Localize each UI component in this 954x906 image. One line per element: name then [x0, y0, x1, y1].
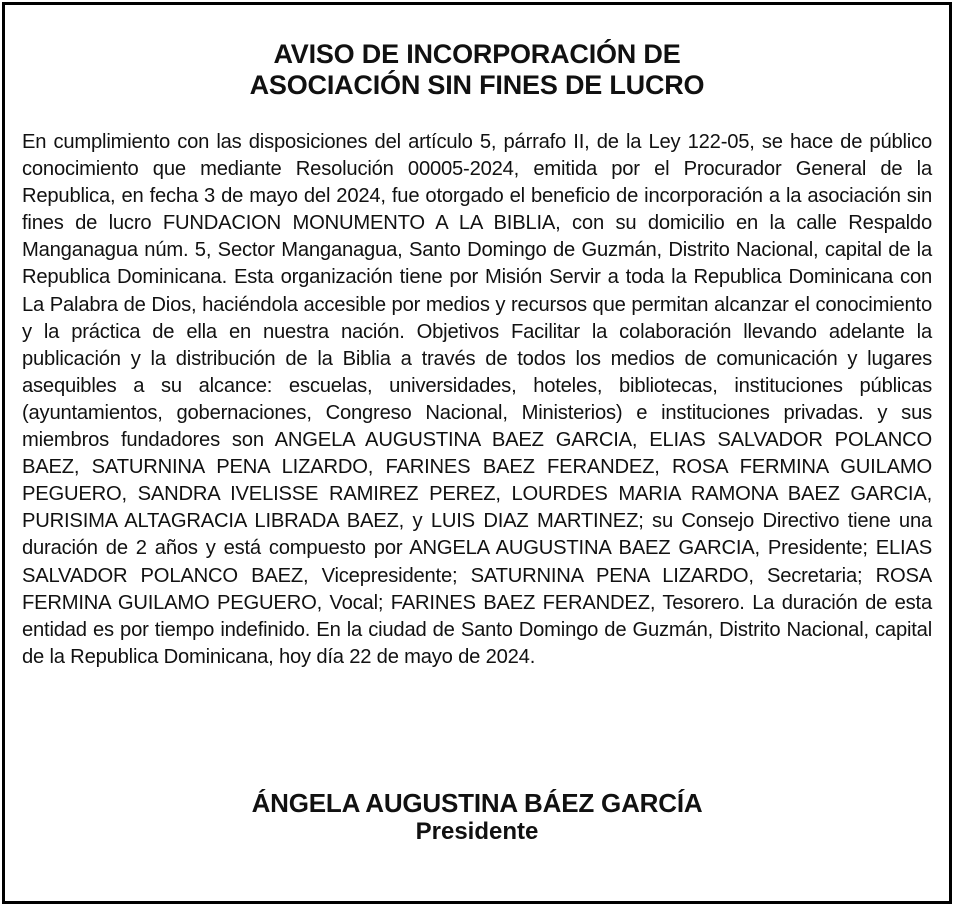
signature-role: Presidente — [415, 818, 539, 845]
notice-title-line-1: AVISO DE INCORPORACIÓN DE — [273, 39, 681, 69]
notice-frame — [2, 2, 952, 904]
notice-body: En cumplimiento con las disposiciones del artículo 5, párrafo II, de la Ley 122-05, se hace de público conocimiento que mediante Resolución 00005-2024, emitida por el Procurador General de la Republica, en fecha 3 de mayo del 2024, fue otorgado el beneficio de incorporación a la asociación sin fines de lucro FUNDACION MONUMENTO A LA BIBLIA, con su domicilio en la calle Respaldo Manganagua núm. 5, Sector Manganagua, Santo Domingo de Guzmán, Distrito Nacional, capital de la Republica Dominicana. Esta organización tiene por Misión Servir a toda la Republica Dominicana con La Palabra de Dios, haciéndola accesible por medios y recursos que permitan alcanzar el conocimiento y la práctica de ella en nuestra nación. Objetivos Facilitar la colaboración llevando adelante la publicación y la distribución de la Biblia a través de todos los medios de comunicación y lugares asequibles a su alcance: escuelas, universidades, hoteles, bibliotecas, instituciones públicas (ayuntamientos, gobernaciones, Congreso Nacional, Ministerios) e instituciones privadas. y sus miembros fundadores son ANGELA AUGUSTINA BAEZ GARCIA, ELIAS SALVADOR POLANCO BAEZ, SATURNINA PENA LIZARDO, FARINES BAEZ FERANDEZ, ROSA FERMINA GUILAMO PEGUERO, SANDRA IVELISSE RAMIREZ PEREZ, LOURDES MARIA RAMONA BAEZ GARCIA, PURISIMA ALTAGRACIA LIBRADA BAEZ, y LUIS DIAZ MARTINEZ; su Consejo Directivo tiene una duración de 2 años y está compuesto por ANGELA AUGUSTINA BAEZ GARCIA, Presidente; ELIAS SALVADOR POLANCO BAEZ, Vicepresidente; SATURNINA PENA LIZARDO, Secretaria; ROSA FERMINA GUILAMO PEGUERO, Vocal; FARINES BAEZ FERANDEZ, Tesorero. La duración de esta entidad es por tiempo indefinido. En la ciudad de Santo Domingo de Guzmán, Distrito Nacional, capital de la Republica Dominicana, hoy día 22 de mayo de 2024. — [22, 131, 932, 668]
signature-name: ÁNGELA AUGUSTINA BÁEZ GARCÍA — [251, 788, 703, 818]
signature-block — [5, 788, 949, 846]
notice-title-line-2: ASOCIACIÓN SIN FINES DE LUCRO — [249, 70, 705, 100]
notice-title — [5, 39, 949, 101]
